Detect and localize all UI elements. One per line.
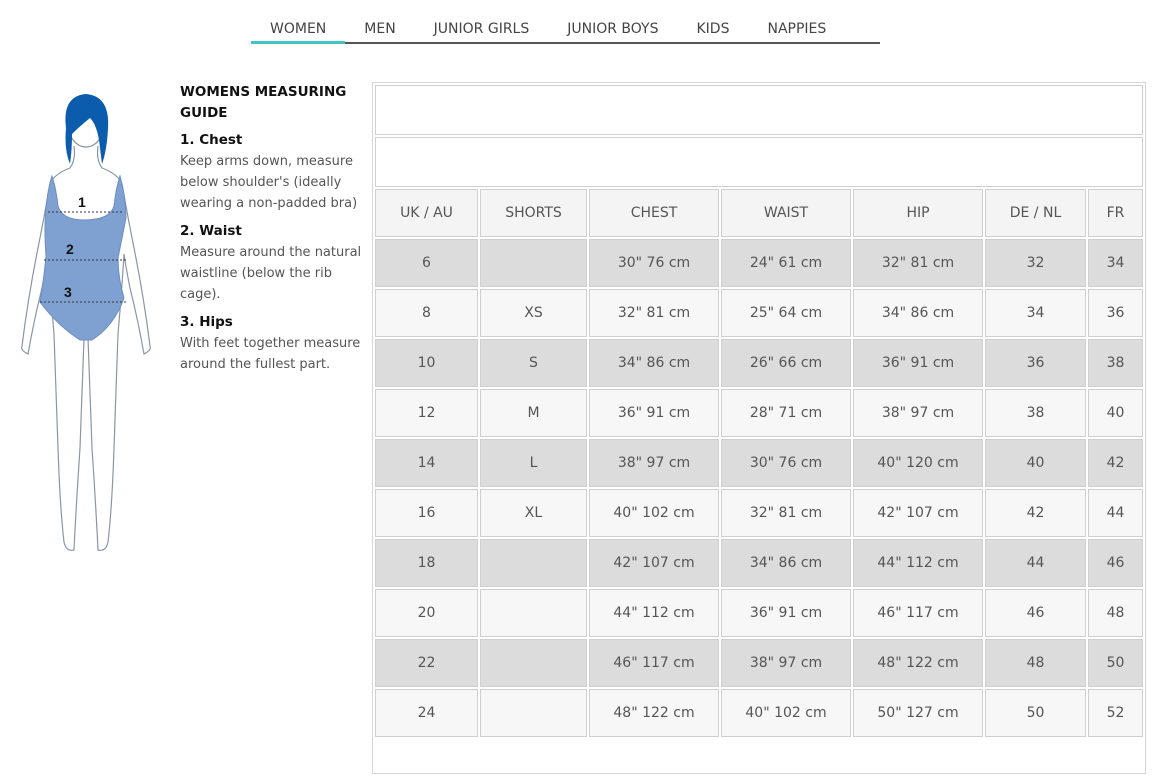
cell-waist: 28" 71 cm <box>721 389 851 437</box>
cell-shorts <box>480 589 587 637</box>
cell-de-nl: 42 <box>985 489 1086 537</box>
marker-chest: 1 <box>78 194 86 210</box>
marker-waist: 2 <box>66 241 74 257</box>
cell-shorts: XS <box>480 289 587 337</box>
table-row <box>375 289 1143 337</box>
table-row <box>375 489 1143 537</box>
cell-fr: 46 <box>1088 539 1143 587</box>
cell-uk-au: 18 <box>375 539 478 587</box>
cell-fr: 50 <box>1088 639 1143 687</box>
cell-waist: 32" 81 cm <box>721 489 851 537</box>
cell-de-nl: 40 <box>985 439 1086 487</box>
header-uk-au: UK / AU <box>375 189 478 237</box>
chest-instructions: Keep arms down, measure below shoulder's (ideally wearing a non-padded bra) <box>180 154 358 211</box>
cell-hip: 46" 117 cm <box>853 589 983 637</box>
tab-men[interactable]: MEN <box>364 21 396 37</box>
cell-fr: 40 <box>1088 389 1143 437</box>
cell-fr: 42 <box>1088 439 1143 487</box>
cell-chest: 46" 117 cm <box>589 639 719 687</box>
cell-de-nl: 32 <box>985 239 1086 287</box>
cell-uk-au: 22 <box>375 639 478 687</box>
cell-uk-au: 8 <box>375 289 478 337</box>
cell-de-nl: 38 <box>985 389 1086 437</box>
table-row <box>375 589 1143 637</box>
cell-fr: 48 <box>1088 589 1143 637</box>
empty-row <box>375 85 1143 135</box>
waist-instructions: Measure around the natural waistline (below the rib cage). <box>180 245 362 302</box>
cell-hip: 34" 86 cm <box>853 289 983 337</box>
table-row <box>375 689 1143 737</box>
cell-uk-au: 10 <box>375 339 478 387</box>
cell-fr: 36 <box>1088 289 1143 337</box>
cell-hip: 32" 81 cm <box>853 239 983 287</box>
cell-chest: 42" 107 cm <box>589 539 719 587</box>
header-shorts: SHORTS <box>480 189 587 237</box>
guide-title: WOMENS MEASURING GUIDE <box>180 84 347 121</box>
cell-de-nl: 50 <box>985 689 1086 737</box>
marker-hips: 3 <box>64 284 72 300</box>
cell-shorts: XL <box>480 489 587 537</box>
table-row <box>375 389 1143 437</box>
cell-de-nl: 46 <box>985 589 1086 637</box>
cell-waist: 30" 76 cm <box>721 439 851 487</box>
cell-uk-au: 12 <box>375 389 478 437</box>
header-de-nl: DE / NL <box>985 189 1086 237</box>
cell-de-nl: 48 <box>985 639 1086 687</box>
hips-heading: 3. Hips <box>180 314 233 330</box>
tab-junior-girls[interactable]: JUNIOR GIRLS <box>433 21 530 37</box>
cell-fr: 38 <box>1088 339 1143 387</box>
header-chest: CHEST <box>589 189 719 237</box>
cell-waist: 24" 61 cm <box>721 239 851 287</box>
cell-waist: 40" 102 cm <box>721 689 851 737</box>
empty-row <box>375 137 1143 187</box>
cell-uk-au: 20 <box>375 589 478 637</box>
chest-heading: 1. Chest <box>180 132 243 148</box>
cell-uk-au: 6 <box>375 239 478 287</box>
header-hip: HIP <box>853 189 983 237</box>
tab-women[interactable]: WOMEN <box>251 10 345 42</box>
cell-chest: 48" 122 cm <box>589 689 719 737</box>
cell-hip: 48" 122 cm <box>853 639 983 687</box>
cell-shorts: M <box>480 389 587 437</box>
size-table <box>373 83 1145 739</box>
cell-waist: 25" 64 cm <box>721 289 851 337</box>
cell-de-nl: 36 <box>985 339 1086 387</box>
hips-instructions: With feet together measure around the fullest part. <box>180 336 361 372</box>
cell-chest: 36" 91 cm <box>589 389 719 437</box>
cell-de-nl: 44 <box>985 539 1086 587</box>
tab-junior-boys[interactable]: JUNIOR BOYS <box>567 21 659 37</box>
cell-shorts: L <box>480 439 587 487</box>
cell-waist: 36" 91 cm <box>721 589 851 637</box>
cell-waist: 34" 86 cm <box>721 539 851 587</box>
cell-shorts <box>480 539 587 587</box>
cell-hip: 50" 127 cm <box>853 689 983 737</box>
cell-chest: 38" 97 cm <box>589 439 719 487</box>
table-row <box>375 439 1143 487</box>
cell-chest: 32" 81 cm <box>589 289 719 337</box>
cell-waist: 38" 97 cm <box>721 639 851 687</box>
cell-fr: 34 <box>1088 239 1143 287</box>
cell-chest: 40" 102 cm <box>589 489 719 537</box>
table-row <box>375 339 1143 387</box>
cell-shorts <box>480 689 587 737</box>
cell-chest: 34" 86 cm <box>589 339 719 387</box>
table-row <box>375 239 1143 287</box>
cell-shorts <box>480 639 587 687</box>
cell-de-nl: 34 <box>985 289 1086 337</box>
cell-waist: 26" 66 cm <box>721 339 851 387</box>
cell-uk-au: 24 <box>375 689 478 737</box>
table-header-row <box>375 189 1143 237</box>
cell-chest: 30" 76 cm <box>589 239 719 287</box>
header-fr: FR <box>1088 189 1143 237</box>
cell-hip: 42" 107 cm <box>853 489 983 537</box>
cell-fr: 44 <box>1088 489 1143 537</box>
measuring-guide <box>180 82 375 382</box>
cell-uk-au: 16 <box>375 489 478 537</box>
cell-hip: 40" 120 cm <box>853 439 983 487</box>
table-row <box>375 539 1143 587</box>
cell-shorts: S <box>480 339 587 387</box>
cell-hip: 38" 97 cm <box>853 389 983 437</box>
cell-uk-au: 14 <box>375 439 478 487</box>
size-chart <box>372 82 1146 774</box>
cell-hip: 36" 91 cm <box>853 339 983 387</box>
header-waist: WAIST <box>721 189 851 237</box>
cell-fr: 52 <box>1088 689 1143 737</box>
cell-shorts <box>480 239 587 287</box>
tab-nappies[interactable]: NAPPIES <box>767 21 827 37</box>
cell-hip: 44" 112 cm <box>853 539 983 587</box>
waist-heading: 2. Waist <box>180 223 242 239</box>
body-figure-illustration <box>14 88 162 558</box>
tab-kids[interactable]: KIDS <box>696 21 730 37</box>
size-tabs <box>251 10 880 44</box>
cell-chest: 44" 112 cm <box>589 589 719 637</box>
table-row <box>375 639 1143 687</box>
